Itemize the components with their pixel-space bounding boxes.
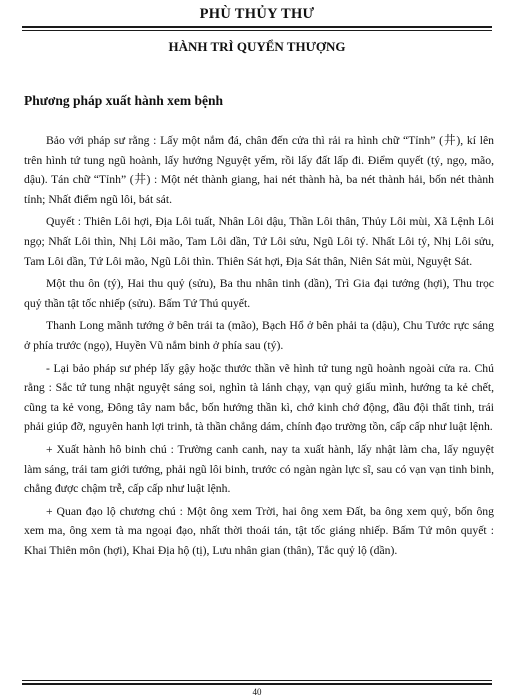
paragraph: - Lại bảo pháp sư phép lấy gậy hoặc thước thần vẽ hình tứ tung ngũ hoành ngoài cửa ra. Chú rằng : Sắc tứ tung nhật nguyệt sáng soi, nghìn tà lánh chạy, vạn quỷ giấu mình, hướng ta kẻ chết, cũng ta kẻ vong, Đông tây nam bắc, bốn hướng thần kì, chớ kinh chớ động, đầu đội thất tinh, trái phải giúp đỡ, nguyên hanh lợi trinh, tà thần chẳng dám, chính đạo trường tồn, cấp cấp như luật lệnh.: [24, 361, 494, 434]
paragraph: Bảo với pháp sư rằng : Lấy một nắm đá, chân đến cửa thì rải ra hình chữ “Tỉnh” (井), kí lên trên hình tứ tung ngũ hoành, lấy hướng Nguyệt yếm, rồi lấy đất lấp đi. Điểm quyết (tý, ngọ, mão, dậu). Tán chữ “Tỉnh” (井) : Một nét thành giang, hai nét thành hà, ba nét thành hải, bốn nét thành tỉnh; Nhất điểm ngũ lôi, bát sát.: [24, 134, 494, 206]
header-rule-thin: [22, 30, 492, 31]
page-number: 40: [252, 687, 262, 697]
chapter-title: HÀNH TRÌ QUYỂN THƯỢNG: [168, 39, 346, 54]
footer-rule-thick: [22, 683, 492, 685]
paragraph: Một thu ôn (tý), Hai thu quỷ (sửu), Ba thu nhân tinh (dần), Trì Gia đại tướng (hợi), Thu trọc quỷ thần tật tốc nhiếp (sửu). Bấm Tứ Thú quyết.: [24, 277, 494, 310]
paragraph: + Quan đạo lộ chương chú : Một ông xem Trời, hai ông xem Đất, ba ông xem quỷ, bốn ông xem ma, ông xem tà ma ngoại đạo, nhất thời thoái tán, tật tốc giáng nhiếp. Bấm Tứ môn quyết : Khai Thiên môn (hợi), Khai Địa hộ (tị), Lưu nhân gian (thân), Tắc quỷ lộ (dần).: [24, 504, 494, 557]
paragraph: + Xuất hành hô binh chú : Trường canh canh, nay ta xuất hành, lấy nhật làm cha, lấy nguyệt làm sáng, trái tam giới tướng, phải ngũ lôi binh, trước có ngàn ngàn lực sĩ, sau có vạn vạn tinh binh, chẳng được chậm trễ, cấp cấp như luật lệnh.: [24, 442, 494, 496]
paragraph: Thanh Long mãnh tướng ở bên trái ta (mão), Bạch Hổ ở bên phải ta (dậu), Chu Tước rực sáng ở phía trước (ngọ), Huyền Vũ nắm binh ở phía sau (tý).: [24, 319, 494, 352]
section-heading: Phương pháp xuất hành xem bệnh: [24, 93, 224, 108]
footer-rule-thin: [22, 680, 492, 681]
book-title: PHÙ THỦY THƯ: [199, 6, 315, 22]
paragraph: Quyết : Thiên Lôi hợi, Địa Lôi tuất, Nhân Lôi dậu, Thần Lôi thân, Thủy Lôi mùi, Xã Lệnh Lôi ngọ; Nhất Lôi thìn, Nhị Lôi mão, Tam Lôi dần, Tứ Lôi sửu, Ngũ Lôi tý. Nhất Lôi tý, Nhị Lôi sửu, Tam Lôi dần, Tứ Lôi mão, Ngũ Lôi thìn. Thiên Sát hợi, Địa Sát thân, Niên Sát mùi, Nguyệt Sát.: [24, 215, 494, 268]
header-rule-thick: [22, 26, 492, 28]
body-text: [24, 131, 494, 563]
